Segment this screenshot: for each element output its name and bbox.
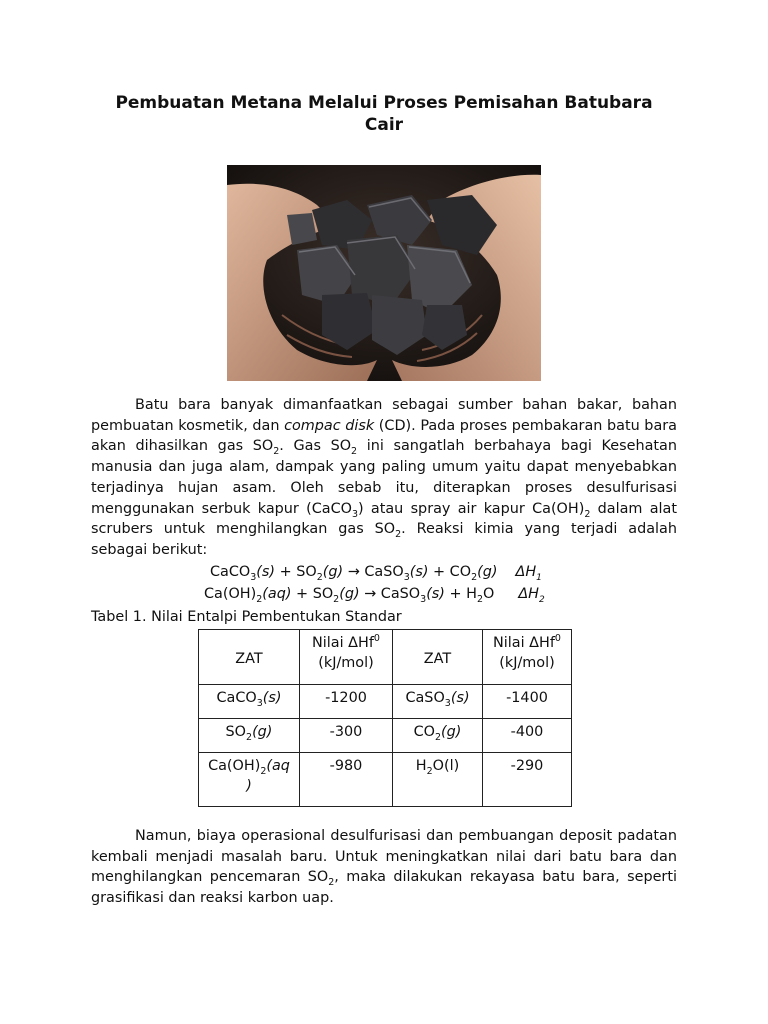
para2-text-2: , maka dilakukan rekayasa batu bara, seperti grasifikasi dan reaksi karbon uap. xyxy=(91,869,677,907)
header-zat-2: ZAT xyxy=(393,630,483,685)
cell-value: -980 xyxy=(300,753,393,807)
table-header-row xyxy=(199,630,572,685)
paragraph-intro xyxy=(91,395,677,561)
para1-text-5: ) atau spray air kapur Ca(OH) xyxy=(358,500,585,517)
cell-zat: $CO_2(g)$ xyxy=(393,719,483,753)
para1-text-1: Batu bara banyak dimanfaatkan sebagai sumber bahan bakar, bahan pembuatan kosmetik, dan xyxy=(91,397,677,434)
para2-sub: 2 xyxy=(328,877,335,889)
para1-text-7: . Reaksi kimia yang terjadi adalah sebagai berikut: xyxy=(91,521,677,558)
para1-italic-term: compac disk xyxy=(284,417,375,434)
cell-value: -1400 xyxy=(483,685,572,719)
para2-text-1: Namun, biaya operasional desulfurisasi dan pembuangan deposit padatan kembali menjadi masalah baru. Untuk meningkatkan nilai dari batu bara dan menghilangkan pencemaran SO xyxy=(91,828,677,886)
para1-sub: 2 xyxy=(584,508,591,520)
para1-text-4: ini sangatlah berbahaya bagi Kesehatan manusia dan juga alam, dampak yang paling umum yaitu dapat menyebabkan terjadinya hujan asam. Oleh sebab itu, diterapkan proses desulfurisasi menggunakan serbuk kapur (CaCO xyxy=(91,438,677,517)
header-nilai-2: Nilai ΔHf$^0$ (kJ/mol) xyxy=(483,630,572,685)
header-nilai-1: Nilai ΔHf$^0$ (kJ/mol) xyxy=(300,630,393,685)
coal-in-hands-image xyxy=(227,165,541,381)
para1-sub: 3 xyxy=(351,508,358,520)
para1-sub: 2 xyxy=(273,446,280,458)
cell-zat: CaSO$_3$(s) xyxy=(393,685,483,719)
coal-photo xyxy=(227,165,541,381)
delta-h1-label: $\Delta H_1$ xyxy=(515,564,542,583)
equation-2: $Ca(OH)_2(aq) + SO_2(g)$ → CaSO$_3$(s) + $H_2O$ $\Delta H_2$ xyxy=(204,586,545,605)
para1-text-2: (CD). Pada proses pembakaran batu bara akan dihasilkan gas SO xyxy=(91,417,677,455)
para1-sub: 2 xyxy=(351,446,358,458)
document-title: Pembuatan Metana Melalui Proses Pemisahan Batubara Cair xyxy=(115,93,653,135)
table-row xyxy=(199,719,572,753)
cell-zat: $H_2O(l)$ xyxy=(393,753,483,807)
cell-value: -290 xyxy=(483,753,572,807)
cell-zat: $SO_2(g)$ xyxy=(199,719,300,753)
table-row xyxy=(199,753,572,807)
cell-zat: $Ca(OH)_2(aq$ ) xyxy=(199,753,300,807)
cell-value: -400 xyxy=(483,719,572,753)
paragraph-conclusion xyxy=(91,826,677,909)
delta-h2-label: $\Delta H_2$ xyxy=(518,586,545,605)
cell-zat: CaCO$_3$(s) xyxy=(199,685,300,719)
para1-text-6: dalam alat scrubers untuk menghilangkan gas SO xyxy=(91,500,677,538)
table-row xyxy=(199,685,572,719)
para1-sub: 2 xyxy=(395,529,402,541)
cell-value: -1200 xyxy=(300,685,393,719)
enthalpy-table xyxy=(198,629,572,807)
para1-text-3: . Gas SO xyxy=(279,438,352,455)
equation-1: CaCO$_3$(s) + $SO_2(g)$ → CaSO$_3$(s) + $CO_2(g)$ $\Delta H_1$ xyxy=(210,564,542,583)
cell-value: -300 xyxy=(300,719,393,753)
header-zat-1: ZAT xyxy=(199,630,300,685)
table-caption: Tabel 1. Nilai Entalpi Pembentukan Standar xyxy=(91,609,402,625)
